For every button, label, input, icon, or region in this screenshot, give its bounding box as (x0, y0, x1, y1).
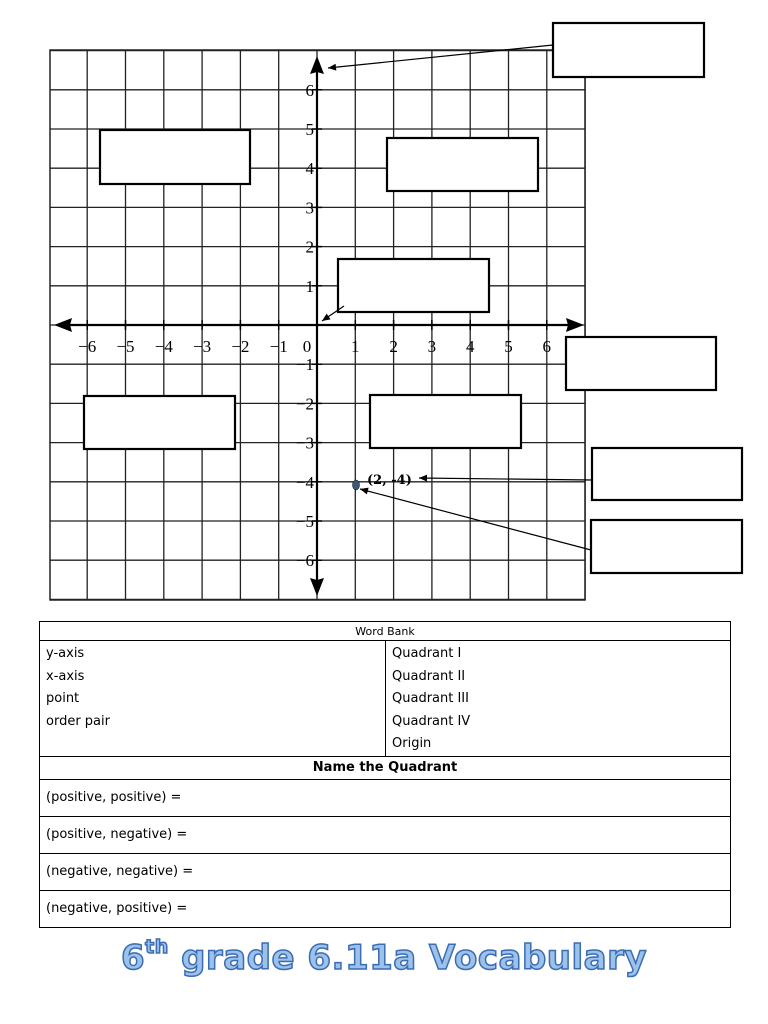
plotted-point (353, 480, 360, 490)
y-tick-label: −2 (295, 394, 314, 414)
word-quadrant-1: Quadrant I (392, 646, 462, 661)
pointer-to-ordered-pair-head (419, 475, 427, 482)
word-origin: Origin (392, 736, 432, 751)
answer-box-x-axis[interactable] (566, 337, 716, 390)
y-tick-label: 2 (305, 237, 314, 257)
answer-box-quadrant-iv[interactable] (370, 395, 521, 448)
x-tick-label: 2 (389, 337, 398, 356)
pointer-to-ordered-pair (419, 478, 592, 480)
y-tick-label: −4 (295, 472, 314, 492)
pointer-to-y-axis-head (328, 64, 336, 71)
page-title (0, 938, 768, 978)
title-rest: grade 6.11a Vocabulary (168, 938, 648, 978)
x-axis-arrow-right (566, 318, 584, 332)
x-tick-label: 4 (465, 337, 475, 356)
y-tick-label: 6 (305, 80, 314, 100)
word-bank-table (39, 621, 731, 928)
quadrant-question[interactable]: (positive, positive) = (40, 779, 731, 816)
word-point: point (46, 691, 80, 706)
pointer-to-point-head (360, 488, 369, 495)
pointer-to-y-axis (328, 45, 553, 68)
x-tick-label: −3 (193, 337, 212, 356)
y-tick-label: −6 (295, 551, 314, 571)
quadrant-question[interactable]: (positive, negative) = (40, 816, 731, 853)
y-tick-label: 5 (305, 120, 314, 139)
y-tick-label: −3 (295, 433, 314, 453)
x-tick-label: 0 (302, 337, 312, 356)
y-tick-label: 4 (305, 159, 314, 179)
quadrant-question[interactable]: (negative, positive) = (40, 890, 731, 927)
y-tick-label: 1 (305, 276, 314, 296)
pointer-to-origin-head (322, 314, 331, 321)
pointer-to-point (360, 489, 591, 550)
x-tick-label: −5 (116, 337, 135, 356)
x-tick-label: 5 (504, 337, 513, 356)
answer-box-point[interactable] (591, 520, 742, 573)
word-quadrant-2: Quadrant II (392, 668, 466, 684)
name-quadrant-title: Name the Quadrant (40, 756, 731, 779)
y-axis-arrow-down (310, 578, 324, 596)
x-tick-label: −4 (154, 337, 173, 356)
word-bank-left-column (40, 641, 386, 757)
title-grade: 6 (120, 938, 146, 978)
x-tick-label: −1 (269, 337, 288, 356)
answer-box-quadrant-ii[interactable] (100, 130, 250, 184)
x-tick-label: 3 (427, 337, 437, 356)
y-tick-label: −5 (295, 512, 314, 531)
x-tick-label: −2 (231, 337, 250, 356)
word-bank-title: Word Bank (40, 622, 731, 641)
x-axis-arrow-left (54, 318, 72, 332)
word-x-axis: x-axis (46, 668, 85, 684)
point-label: (2, -4) (367, 473, 412, 488)
answer-box-y-axis[interactable] (553, 23, 704, 77)
word-quadrant-4: Quadrant IV (392, 713, 471, 729)
word-bank-right-column (386, 641, 731, 757)
x-tick-label: −6 (78, 337, 97, 356)
word-quadrant-3: Quadrant III (392, 691, 469, 706)
answer-box-origin[interactable] (338, 259, 489, 312)
word-y-axis: y-axis (46, 646, 85, 661)
answer-boxes (84, 23, 742, 573)
quadrant-question[interactable]: (negative, negative) = (40, 853, 731, 890)
y-tick-label: 3 (305, 198, 314, 218)
title-superscript: th (145, 936, 169, 958)
answer-box-ordered-pair[interactable] (592, 448, 742, 500)
y-axis-arrow-up (310, 56, 324, 74)
answer-box-quadrant-iii[interactable] (84, 396, 235, 449)
word-order-pair: order pair (46, 713, 110, 729)
x-tick-label: 1 (351, 337, 360, 356)
answer-box-quadrant-i[interactable] (387, 138, 538, 191)
x-tick-label: 6 (542, 337, 552, 356)
y-tick-label: −1 (295, 355, 314, 375)
